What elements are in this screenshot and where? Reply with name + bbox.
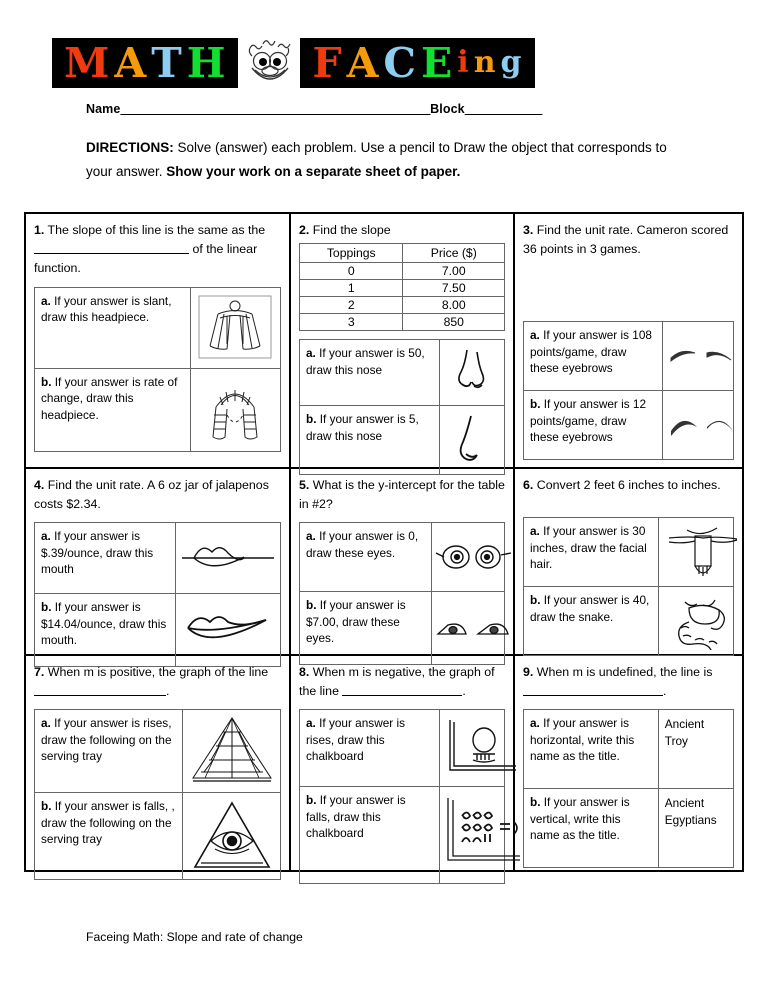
- cell-price-2: 8.00: [403, 297, 505, 314]
- problem-cell-5: [291, 469, 515, 654]
- table-row: [35, 523, 281, 594]
- problem-7-prompt-after: .: [166, 684, 170, 699]
- logo-letter-f: F: [312, 38, 343, 87]
- problem-5-choice-b[interactable]: [300, 592, 432, 665]
- logo-math-block: [52, 38, 238, 88]
- problem-6-prompt-text: Convert 2 feet 6 inches to inches.: [533, 478, 721, 492]
- table-row: [300, 710, 505, 787]
- problem-9-choice-b[interactable]: [524, 789, 659, 868]
- logo-letter-h: H: [186, 38, 227, 87]
- problem-1-prompt-before: The slope of this line is the same as the: [44, 223, 266, 237]
- mouth-thin-line-icon: [175, 523, 280, 594]
- problem-2-data-table: [299, 243, 505, 331]
- eyebrows-thick-icon: [663, 391, 734, 460]
- problem-5-number: 5.: [299, 478, 310, 492]
- problem-3-choice-b[interactable]: [524, 391, 663, 460]
- egyptian-nemes-headdress-flared-icon: [190, 287, 280, 368]
- eyes-half-closed-icon: [431, 592, 504, 665]
- name-block-line: [86, 102, 768, 116]
- nose-wide-icon: [440, 340, 505, 406]
- choice-b-label: b.: [530, 397, 541, 412]
- problem-4-choice-a[interactable]: [35, 523, 176, 594]
- choice-b-text: If your answer is $14.04/ounce, draw this mouth.: [41, 600, 167, 648]
- problem-8-answer-blank[interactable]: [342, 682, 462, 696]
- choice-b-text: If your answer is 40, draw the snake.: [530, 593, 650, 624]
- choice-a-label: a.: [306, 716, 316, 731]
- choice-a-label: a.: [306, 529, 316, 544]
- choice-b-text: If your answer is rate of change, draw this headpiece.: [41, 374, 178, 422]
- logo-letter-e: E: [421, 38, 454, 87]
- footer-text: Faceing Math: Slope and rate of change: [86, 930, 303, 944]
- directions-label: DIRECTIONS:: [86, 140, 174, 155]
- problem-7-choice-b[interactable]: [35, 793, 183, 880]
- logo-letter-a2: A: [346, 38, 380, 87]
- table-row: [300, 263, 505, 280]
- choice-b-label: b.: [41, 799, 52, 814]
- problem-1-choice-b[interactable]: [35, 368, 191, 451]
- choice-b-label: b.: [306, 598, 317, 613]
- problem-cell-9: [515, 656, 742, 870]
- problem-1-prompt: [34, 221, 281, 279]
- cell-price-0: 7.00: [403, 263, 505, 280]
- problem-2-choice-a[interactable]: [300, 340, 440, 406]
- problem-5-prompt-text: What is the y-intercept for the table in #2?: [299, 478, 505, 512]
- smiley-face-icon: [238, 34, 300, 92]
- problem-row-2: [26, 469, 742, 656]
- table-row: [300, 787, 505, 884]
- logo-letter-t: T: [151, 38, 183, 87]
- logo-faceing-block: [300, 38, 534, 88]
- problem-2-number: 2.: [299, 223, 310, 237]
- problem-7-prompt-before: When m is positive, the graph of the line: [44, 665, 269, 679]
- eyes-round-open-icon: [431, 523, 504, 592]
- name-input-blank[interactable]: ________________________________________________: [120, 102, 431, 116]
- problem-2-choice-b[interactable]: [300, 406, 440, 475]
- problem-1-number: 1.: [34, 223, 45, 237]
- problem-3-number: 3.: [523, 223, 534, 237]
- cell-price-3: 850: [403, 314, 505, 331]
- problem-1-answer-table: [34, 287, 281, 452]
- problem-8-choice-a[interactable]: [300, 710, 440, 787]
- problem-8-number: 8.: [299, 665, 310, 679]
- problem-9-prompt-before: When m is undefined, the line is: [533, 665, 713, 679]
- logo-letter-c: C: [383, 38, 418, 87]
- column-header-price: Price ($): [403, 244, 505, 263]
- problem-9-prompt-after: .: [663, 684, 667, 699]
- problem-cell-4: [26, 469, 291, 654]
- choice-a-label: a.: [41, 529, 51, 544]
- eyebrows-thin-icon: [663, 322, 734, 391]
- choice-a-label: a.: [530, 716, 540, 731]
- logo-letter-m: M: [64, 38, 111, 87]
- problem-cell-2: [291, 214, 515, 467]
- problem-8-answer-table: [299, 709, 505, 884]
- table-row: [35, 287, 281, 368]
- table-row: [35, 793, 281, 880]
- problem-cell-1: [26, 214, 291, 467]
- choice-b-label: b.: [530, 593, 541, 608]
- problem-7-answer-blank[interactable]: [34, 682, 166, 696]
- choice-a-text: If your answer is slant, draw this headpiece.: [41, 293, 172, 325]
- problem-grid: [24, 212, 744, 872]
- table-row: [524, 789, 734, 868]
- choice-a-text: If your answer is 30 inches, draw the facial hair.: [530, 524, 647, 572]
- problem-cell-7: [26, 656, 291, 870]
- choice-b-label: b.: [41, 600, 52, 615]
- problem-9-answer-table: [523, 709, 734, 868]
- problem-4-prompt-text: Find the unit rate. A 6 oz jar of jalapenos costs $2.34.: [34, 478, 269, 512]
- problem-1-answer-blank[interactable]: [34, 240, 189, 254]
- name-label: Name: [86, 102, 121, 116]
- problem-6-prompt: [523, 476, 734, 495]
- problem-3-answer-table: [523, 321, 734, 460]
- table-row: [524, 518, 734, 587]
- cell-toppings-0: 0: [300, 263, 403, 280]
- problem-7-answer-table: [34, 709, 281, 880]
- cell-toppings-3: 3: [300, 314, 403, 331]
- table-header-row: [300, 244, 505, 263]
- problem-3-prompt: [523, 221, 734, 259]
- choice-b-label: b.: [306, 793, 317, 808]
- problem-7-choice-a[interactable]: [35, 710, 183, 793]
- table-row: [300, 592, 505, 665]
- problem-8-prompt-after: .: [462, 684, 466, 699]
- problem-row-1: [26, 214, 742, 469]
- table-row: [524, 587, 734, 656]
- problem-5-prompt: [299, 476, 505, 514]
- choice-a-label: a.: [41, 716, 51, 731]
- choice-a-text: If your answer is $.39/ounce, draw this mouth: [41, 529, 154, 577]
- cell-toppings-1: 1: [300, 280, 403, 297]
- directions-emphasis: Show your work on a separate sheet of paper.: [166, 163, 461, 179]
- choice-a-label: a.: [530, 524, 540, 539]
- table-row: [300, 406, 505, 475]
- egyptian-nemes-headdress-rounded-icon: [190, 368, 280, 451]
- problem-9-number: 9.: [523, 665, 534, 679]
- choice-b-label: b.: [306, 412, 317, 427]
- nose-narrow-icon: [440, 406, 505, 475]
- problem-6-choice-b[interactable]: [524, 587, 659, 656]
- problem-2-prompt: [299, 221, 505, 240]
- problem-9-answer-b-name: Ancient Egyptians: [658, 789, 733, 868]
- table-row: [300, 340, 505, 406]
- problem-cell-6: [515, 469, 742, 654]
- problem-4-answer-table: [34, 522, 281, 667]
- problem-row-3: [26, 656, 742, 870]
- choice-a-label: a.: [306, 346, 316, 361]
- table-row: [300, 523, 505, 592]
- choice-a-text: If your answer is rises, draw the following on the serving tray: [41, 716, 172, 764]
- table-row: [300, 280, 505, 297]
- chalkboard-hieroglyphs-icon: [440, 787, 505, 884]
- problem-2-answer-table: [299, 339, 505, 475]
- choice-a-text: If your answer is 0, draw these eyes.: [306, 529, 419, 560]
- choice-a-text: If your answer is 108 points/game, draw these eyebrows: [530, 328, 652, 376]
- problem-9-prompt: [523, 663, 734, 701]
- problem-3-prompt-text: Find the unit rate. Cameron scored 36 points in 3 games.: [523, 223, 729, 257]
- choice-a-label: a.: [530, 328, 540, 343]
- problem-6-number: 6.: [523, 478, 534, 492]
- pharaoh-beard-icon: [658, 518, 733, 587]
- problem-3-choice-a[interactable]: [524, 322, 663, 391]
- cobra-uraeus-icon: [658, 587, 733, 656]
- problem-1-choice-a[interactable]: [35, 287, 191, 368]
- logo-banner: [0, 0, 768, 92]
- problem-cell-8: [291, 656, 515, 870]
- problem-9-choice-a[interactable]: [524, 710, 659, 789]
- directions-text: [86, 136, 686, 183]
- column-header-toppings: Toppings: [300, 244, 403, 263]
- table-row: [300, 297, 505, 314]
- choice-b-text: If your answer is falls, draw this chalkboard: [306, 793, 406, 841]
- choice-b-text: If your answer is $7.00, draw these eyes.: [306, 598, 406, 646]
- table-row: [524, 322, 734, 391]
- choice-a-text: If your answer is horizontal, write this name as the title.: [530, 716, 635, 764]
- problem-4-prompt: [34, 476, 281, 514]
- problem-5-choice-a[interactable]: [300, 523, 432, 592]
- choice-b-text: If your answer is falls, , draw the following on the serving tray: [41, 799, 175, 847]
- problem-6-choice-a[interactable]: [524, 518, 659, 587]
- table-row: [524, 391, 734, 460]
- problem-9-answer-a-name: Ancient Troy: [658, 710, 733, 789]
- logo-letter-i: i: [457, 45, 470, 80]
- choice-b-text: If your answer is vertical, write this name as the title.: [530, 795, 630, 843]
- choice-a-text: If your answer is rises, draw this chalkboard: [306, 716, 406, 764]
- table-row: [300, 314, 505, 331]
- problem-9-answer-blank[interactable]: [523, 682, 663, 696]
- table-row: [35, 710, 281, 793]
- choice-a-text: If your answer is 50, draw this nose: [306, 346, 425, 377]
- table-row: [35, 368, 281, 451]
- chalkboard-ankh-icon: [440, 710, 505, 787]
- problem-6-answer-table: [523, 517, 734, 656]
- problem-2-prompt-text: Find the slope: [309, 223, 391, 237]
- problem-1-prompt-after: of the linear function.: [34, 242, 258, 276]
- logo-letter-a: A: [114, 38, 148, 87]
- choice-b-label: b.: [41, 374, 52, 389]
- block-label: Block: [430, 102, 465, 116]
- problem-5-answer-table: [299, 522, 505, 665]
- choice-a-label: a.: [41, 293, 51, 308]
- block-input-blank[interactable]: ____________: [464, 102, 543, 116]
- problem-8-prompt: [299, 663, 505, 701]
- problem-8-choice-b[interactable]: [300, 787, 440, 884]
- choice-b-text: If your answer is 12 points/game, draw these eyebrows: [530, 397, 647, 445]
- problem-7-prompt: [34, 663, 281, 701]
- problem-cell-3: [515, 214, 742, 467]
- directions-body: Solve (answer) each problem. Use a pencil to Draw the object that corresponds to your answer.: [86, 140, 667, 179]
- choice-b-label: b.: [530, 795, 541, 810]
- logo-letter-n: n: [473, 45, 497, 80]
- eye-of-providence-triangle-icon: [183, 793, 281, 880]
- problem-8-prompt-before: When m is negative, the graph of the line: [299, 665, 495, 699]
- cell-price-1: 7.50: [403, 280, 505, 297]
- problem-4-number: 4.: [34, 478, 45, 492]
- pyramid-icon: [183, 710, 281, 793]
- table-row: [524, 710, 734, 789]
- choice-b-text: If your answer is 5, draw this nose: [306, 412, 419, 443]
- problem-7-number: 7.: [34, 665, 45, 679]
- cell-toppings-2: 2: [300, 297, 403, 314]
- logo-letter-g: g: [500, 45, 523, 80]
